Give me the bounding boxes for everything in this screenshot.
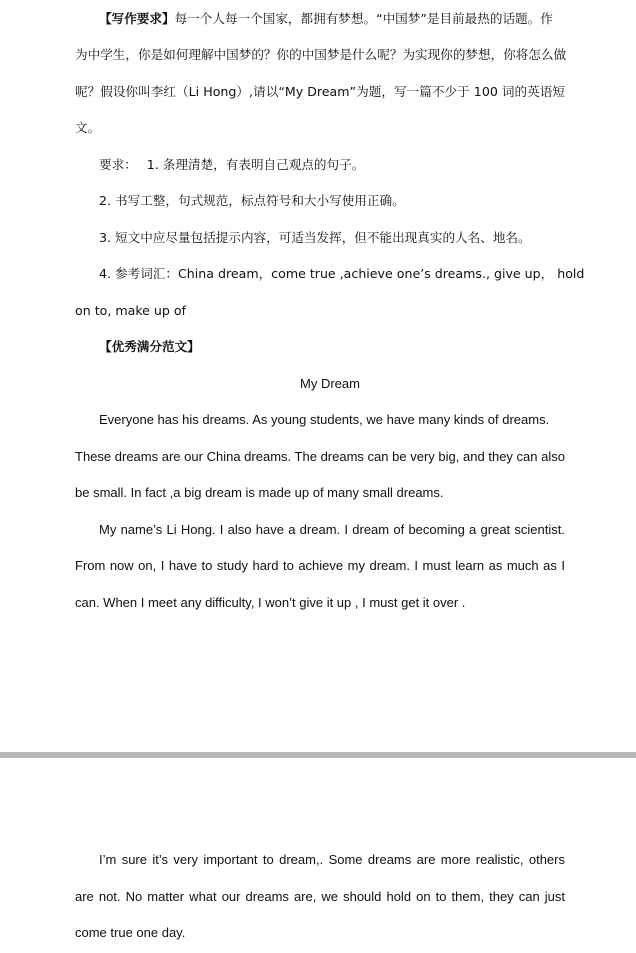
requirement-item-4: 4. 参考词汇：China dream，come true ,achieve one’s dreams., give up， hold [99,266,585,281]
requirement-item-1: 要求： 1. 条理清楚，有表明自己观点的句子。 [99,157,365,172]
writing-requirement-line-2: 为中学生，你是如何理解中国梦的？你的中国梦是什么呢？为实现你的梦想，你将怎么做 [75,47,567,62]
writing-requirement-line-3: 呢？假设你叫李红（Li Hong）,请以“My Dream”为题，写一篇不少于 100 词的英语短 [75,84,565,99]
requirement-item-3: 3. 短文中应尽量包括提示内容，可适当发挥，但不能出现真实的人名、地名。 [99,230,531,245]
requirement-item-4-continued: on to, make up of [75,303,187,318]
essay-paragraph-2-line-2: From now on, I have to study hard to achieve my dream. I must learn as much as I [75,558,565,573]
essay-paragraph-3-line-1: I’m sure it’s very important to dream,. Some dreams are more realistic, others [99,852,565,867]
writing-requirement-line-4: 文。 [75,120,101,135]
essay-paragraph-2-line-3: can. When I meet any difficulty, I won’t give it up , I must get it over . [75,595,466,610]
writing-requirement-heading: 【写作要求】 [99,11,175,26]
writing-requirement-line-1: 【写作要求】每一个人每一个国家，都拥有梦想。“中国梦”是目前最热的话题。作 [99,11,553,26]
essay-paragraph-1-line-1: Everyone has his dreams. As young students, we have many kinds of dreams. [99,412,550,427]
essay-paragraph-1-line-3: be small. In fact ,a big dream is made up of many small dreams. [75,485,444,500]
document-page-2 [0,758,636,953]
essay-paragraph-1-line-2: These dreams are our China dreams. The dreams can be very big, and they can also [75,449,565,464]
essay-paragraph-3-line-3: come true one day. [75,925,186,940]
requirements-label: 要求： [99,157,137,172]
requirement-item-2: 2. 书写工整，句式规范，标点符号和大小写使用正确。 [99,193,405,208]
essay-paragraph-3-line-2: are not. No matter what our dreams are, we should hold on to them, they can just [75,889,565,904]
essay-title: My Dream [300,376,360,391]
essay-paragraph-2-line-1: My name’s Li Hong. I also have a dream. I dream of becoming a great scientist. [99,522,565,537]
sample-essay-heading: 【优秀满分范文】 [99,339,200,354]
